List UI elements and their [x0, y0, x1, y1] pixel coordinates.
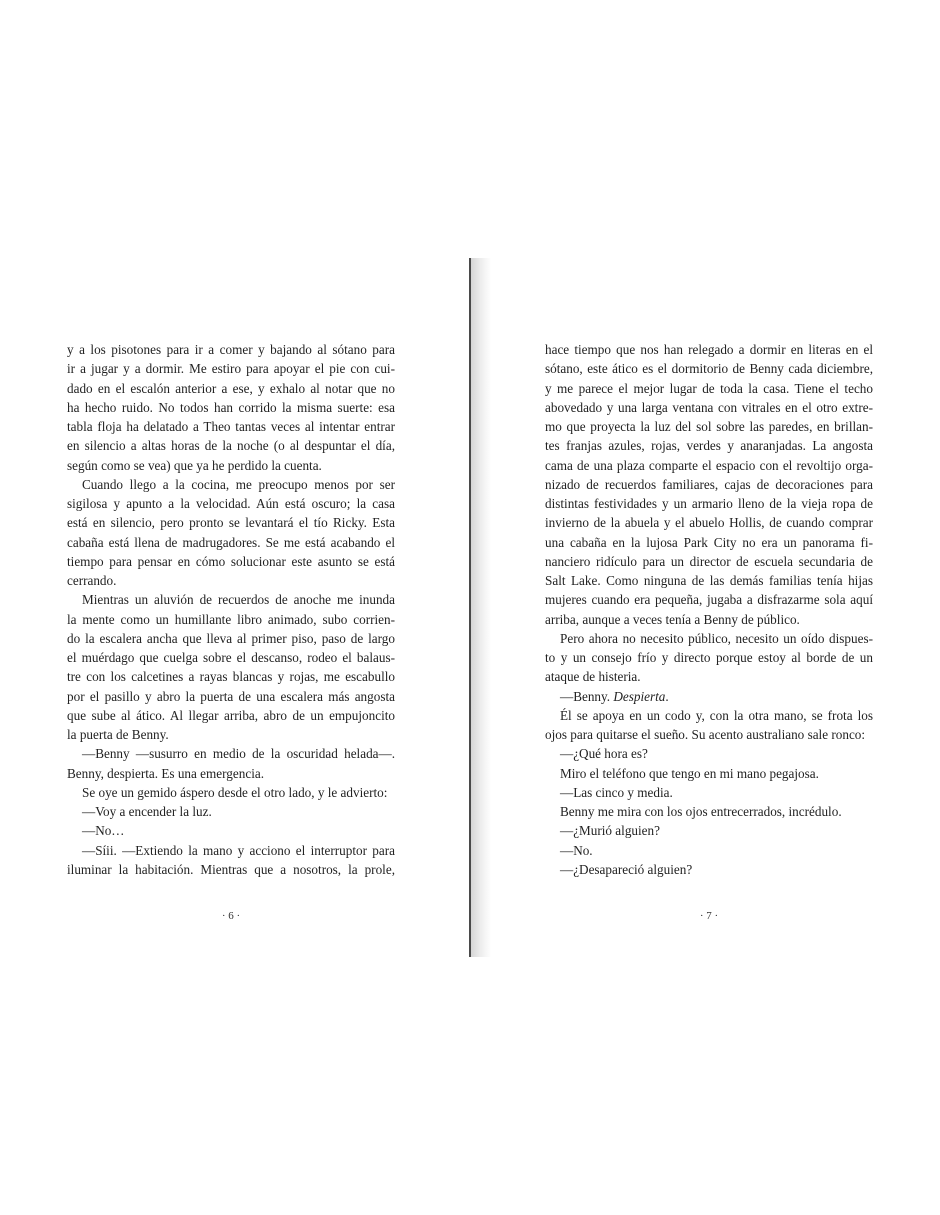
text-line: ojos para quitarse el sueño. Su acento australiano sale ronco:	[545, 727, 866, 742]
text-line: —No.	[560, 842, 593, 858]
page-number: · 7 ·	[699, 910, 719, 922]
text-line: iluminar la habitación. Mientras que a nosotros, la prole,	[67, 861, 395, 877]
text-line: el muérdago que cuelga sobre el descanso, rodeo el balaus-	[67, 650, 395, 665]
paragraph	[545, 687, 873, 706]
text-line: —Las cinco y media.	[560, 784, 673, 800]
text-line: Cuando llego a la cocina, me preocupo menos por ser	[82, 476, 395, 492]
text-line: do la escalera ancha que lleva al primer piso, paso de largo	[67, 630, 395, 646]
text-line: y me parece el mejor lugar de toda la casa. Tiene el techo	[545, 380, 873, 396]
paragraph	[545, 821, 873, 840]
paragraph	[545, 802, 873, 821]
text-line: distintas festividades y un armario lleno de la vieja ropa de	[545, 496, 873, 511]
text-line: según como se vea) que ya he perdido la cuenta.	[67, 457, 322, 473]
text-line: Pero ahora no necesito público, necesito un oído dispues-	[560, 630, 873, 646]
text-line: hace tiempo que nos han relegado a dormir en literas en el	[545, 342, 873, 357]
text-line: —¿Desapareció alguien?	[560, 861, 693, 877]
paragraph	[67, 821, 395, 840]
paragraph	[545, 783, 873, 802]
right-page	[545, 0, 873, 1215]
text-line: en silencio a altas horas de la noche (o al despuntar el día,	[67, 438, 395, 454]
text-line: sigilosa y apunto a la velocidad. Aún está oscuro; la casa	[67, 496, 395, 511]
text-line: la mente como un humillante libro animado, subo corrien-	[67, 611, 395, 627]
text-line: arriba, aunque a veces tenía a Benny de público.	[545, 611, 800, 627]
text-line: que sube al ático. Al llegar arriba, abro de un empujoncito	[67, 707, 395, 723]
text-line: cerrando.	[67, 573, 117, 588]
text-line: Benny, despierta. Es una emergencia.	[67, 765, 265, 781]
text-line: ataque de histeria.	[545, 669, 641, 685]
text-line: abovedado y una larga ventana con vitrales en el otro extre-	[545, 399, 873, 415]
text-line: tiempo para pensar en cómo solucionar este asunto se está	[67, 553, 395, 569]
paragraph	[67, 802, 395, 821]
text-line: Se oye un gemido áspero desde el otro lado, y le advierto:	[82, 784, 388, 800]
text-segment: .	[665, 688, 669, 704]
text-line: —Voy a encender la luz.	[82, 804, 212, 819]
text-line: está en silencio, pero pronto se levantará el tío Ricky. Esta	[67, 515, 395, 531]
text-line: nanciero ridículo para un director de escuela secundaria de	[545, 553, 873, 569]
text-line: por el pasillo y abro la puerta de una escalera más angosta	[67, 688, 395, 704]
text-line: to y un consejo frío y directo porque estoy al borde de un	[545, 650, 873, 665]
text-line: una cabaña en la lujosa Park City no era un panorama fi-	[545, 534, 873, 550]
paragraph	[67, 475, 395, 591]
text-line: —¿Murió alguien?	[560, 823, 660, 839]
text-line: nizado de recuerdos familiares, cajas de decoraciones para	[545, 476, 873, 492]
text-segment: —Benny.	[560, 688, 614, 704]
text-line: dado en el escalón anterior a ese, y exhalo al notar que no	[67, 380, 395, 396]
text-line: —Síii. —Extiendo la mano y acciono el interruptor para	[82, 842, 395, 858]
paragraph	[67, 744, 395, 783]
text-line: —No…	[82, 823, 125, 839]
text-line: tes franjas azules, rojas, verdes y anaranjadas. La angosta	[545, 438, 873, 454]
paragraph	[67, 841, 395, 880]
text-line: —¿Qué hora es?	[560, 746, 648, 762]
paragraph	[545, 629, 873, 687]
text-line: sótano, este ático es el dormitorio de Benny cada diciembre,	[545, 361, 873, 377]
paragraph	[545, 340, 873, 629]
text-line	[545, 687, 873, 706]
page-text	[545, 340, 873, 879]
text-line: y a los pisotones para ir a comer y bajando al sótano para	[67, 342, 395, 357]
text-line: cama de una plaza comparte el espacio con el revoltijo orga-	[545, 457, 873, 473]
paragraph	[545, 764, 873, 783]
left-page	[67, 0, 395, 1215]
text-line: tre con los calcetines a rayas blancas y rojas, me escabullo	[67, 669, 395, 685]
paragraph	[545, 706, 873, 745]
gutter-shadow	[471, 258, 491, 957]
paragraph	[67, 783, 395, 802]
text-line: mujeres cuando era pequeña, jugaba a disfrazarme sola aquí	[545, 592, 873, 608]
text-line: tabla floja ha delatado a Theo tantas veces al intentar entrar	[67, 419, 395, 434]
text-line: mo que proyecta la luz del sol sobre las paredes, en brillan-	[545, 419, 873, 434]
text-line: cabaña está llena de madrugadores. Se me está acabando el	[67, 534, 395, 550]
paragraph	[67, 590, 395, 744]
page-number: · 6 ·	[221, 910, 241, 922]
text-line: Salt Lake. Como ninguna de las demás familias tenía hijas	[545, 573, 873, 588]
text-line: ha hecho ruido. No todos han corrido la misma suerte: esa	[67, 399, 395, 415]
text-line: ir a jugar y a dormir. Me estiro para apoyar el pie con cui-	[67, 361, 395, 377]
text-line: la puerta de Benny.	[67, 727, 169, 742]
paragraph	[545, 744, 873, 763]
text-line: —Benny —susurro en medio de la oscuridad helada—.	[82, 746, 395, 762]
text-line: Benny me mira con los ojos entrecerrados, incrédulo.	[560, 804, 842, 819]
text-line: invierno de la abuela y el abuelo Hollis, de cuando comprar	[545, 515, 873, 531]
emphasized-text: Despierta	[613, 688, 666, 704]
page-text	[67, 340, 395, 879]
paragraph	[545, 841, 873, 860]
text-line: Él se apoya en un codo y, con la otra mano, se frota los	[560, 707, 873, 723]
gutter-line	[469, 258, 471, 957]
paragraph	[67, 340, 395, 475]
text-line: Mientras un aluvión de recuerdos de anoche me inunda	[82, 592, 395, 608]
text-line: Miro el teléfono que tengo en mi mano pegajosa.	[560, 765, 819, 781]
paragraph	[545, 860, 873, 879]
